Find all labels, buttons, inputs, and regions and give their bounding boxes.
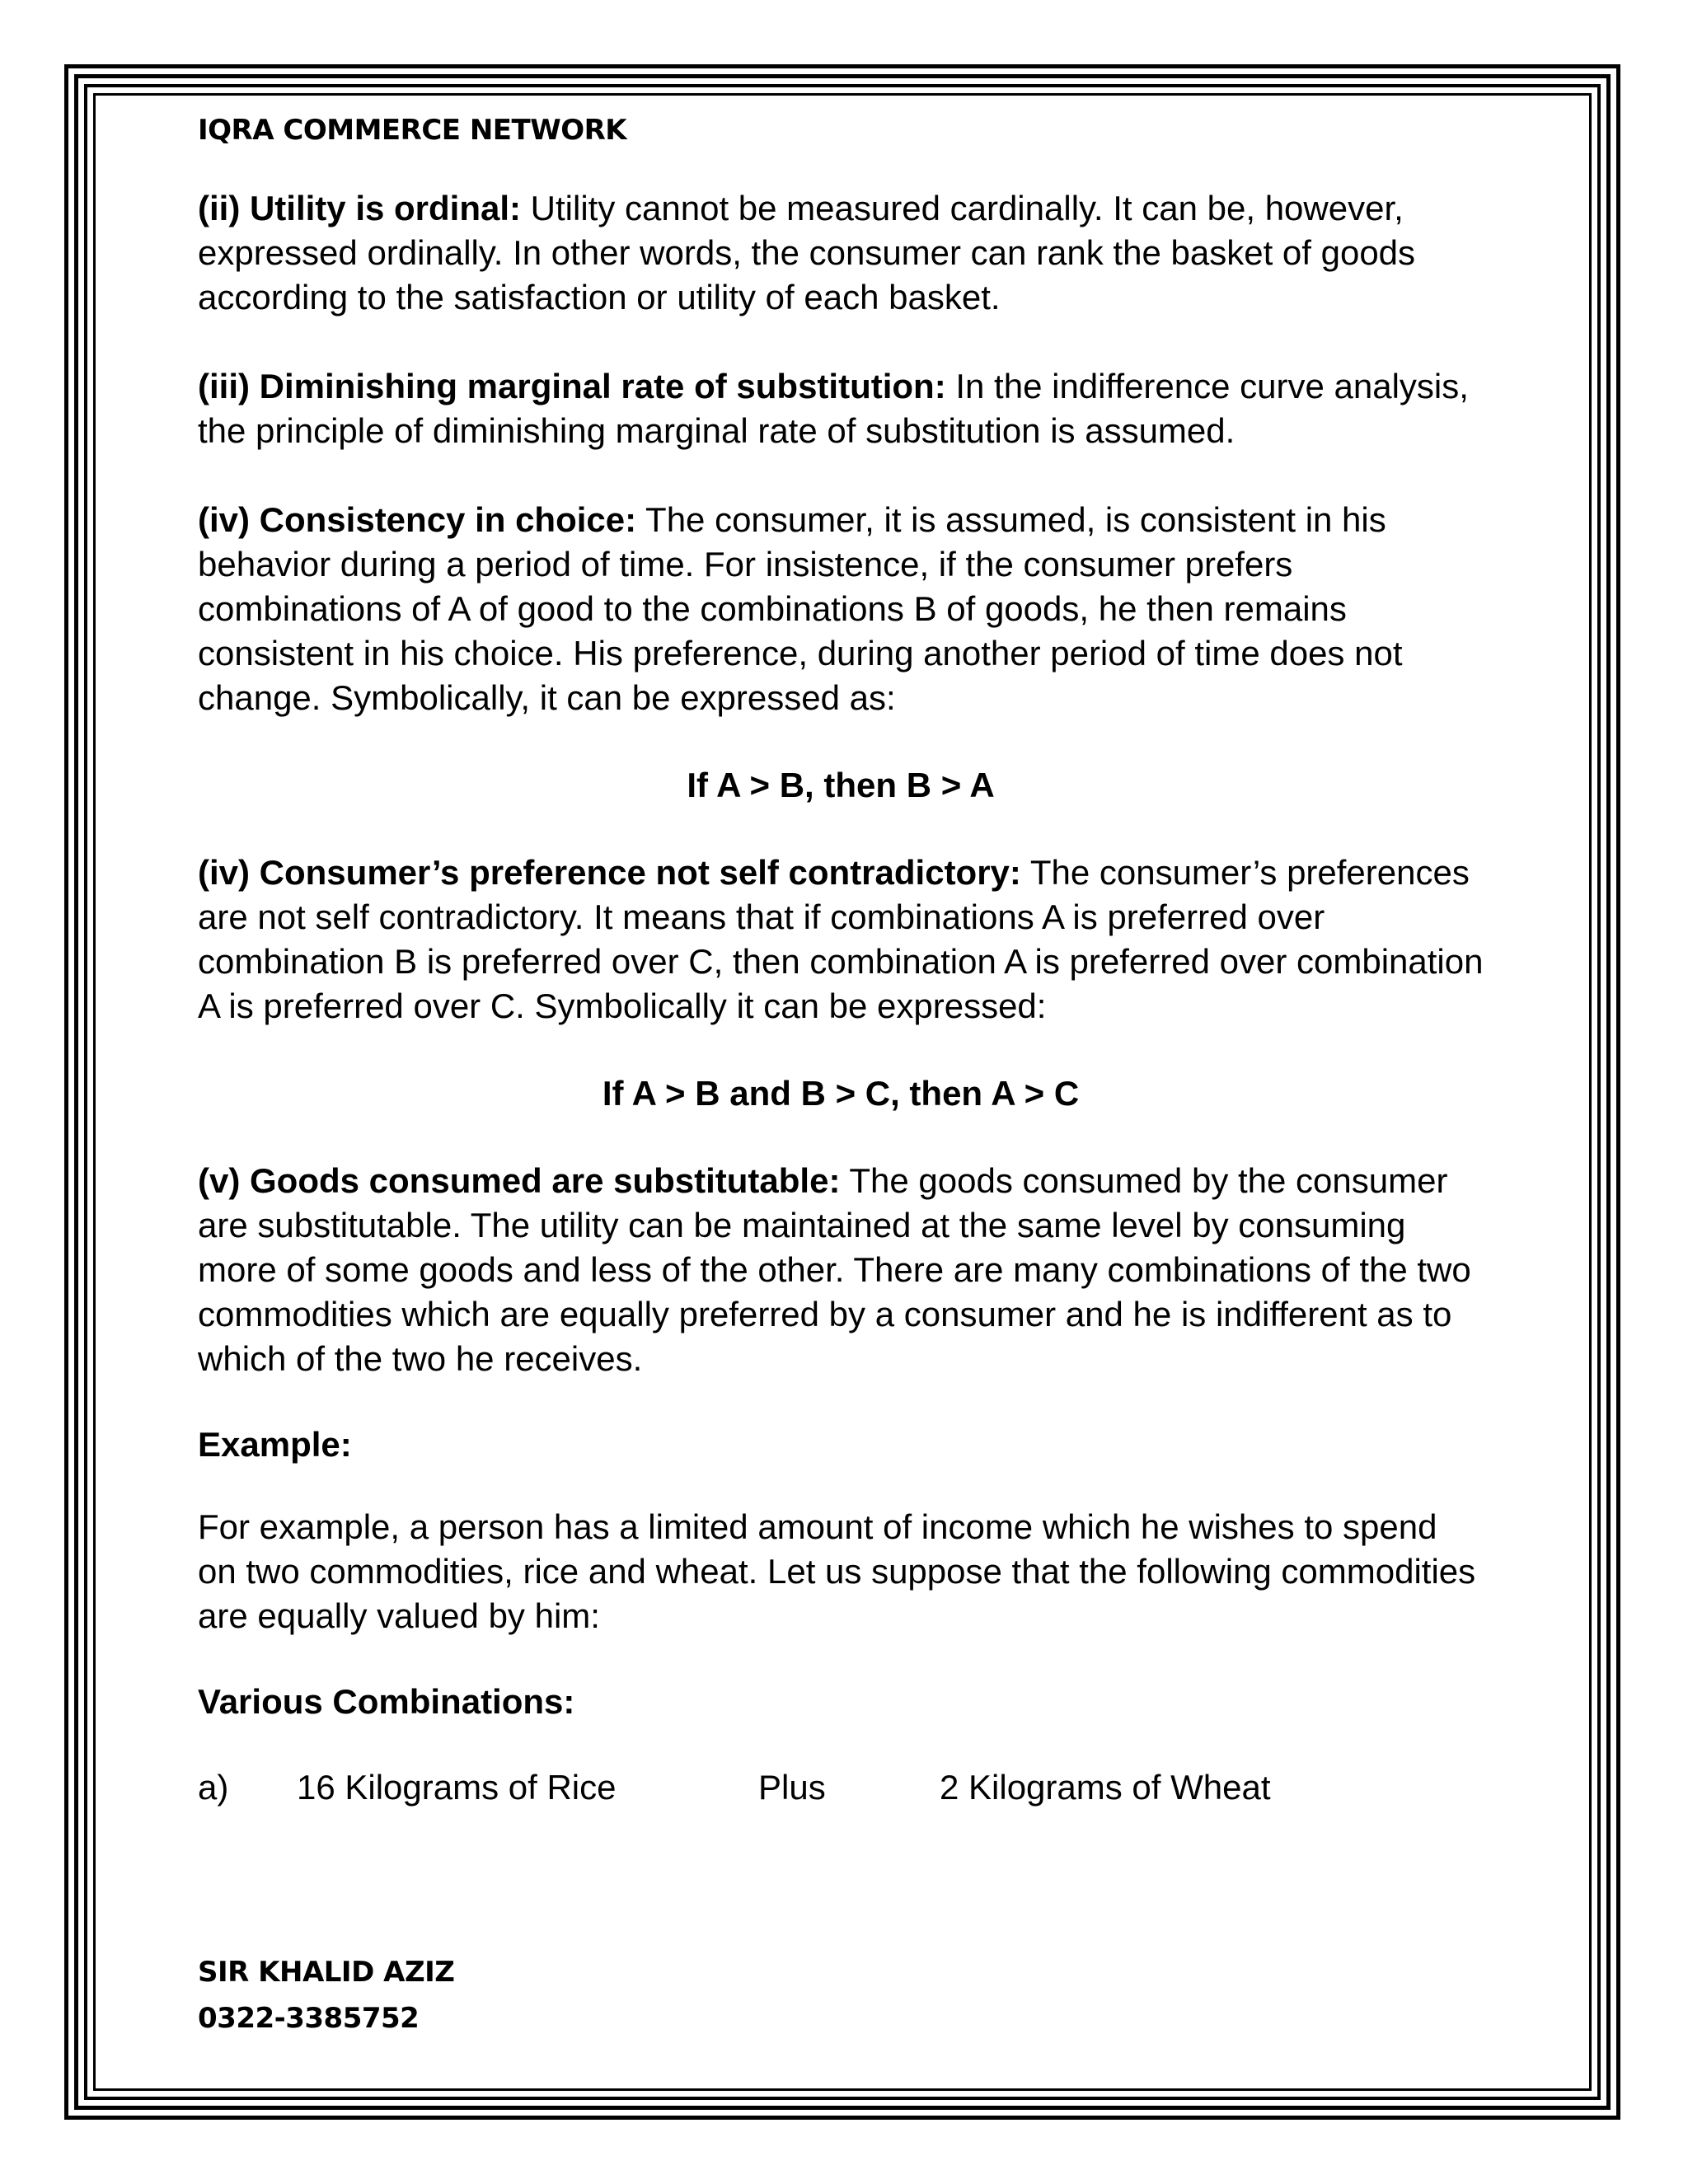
text-not-contradictory: The consumer’s preferences are not self contradictory. It means that if combinations A is preferred over combination B is preferred over C, then combination A is preferred over combination A is preferred over C. Symbolically it can be expressed: xyxy=(198,853,1484,1025)
text-utility-ordinal: Utility cannot be measured cardinally. It can be, however, expressed ordinally. In other words, the consumer can rank the basket of goods according to the satisfaction or utility of each basket. xyxy=(198,189,1416,316)
example-text: For example, a person has a limited amount of income which he wishes to spend on two commodities, rice and wheat. Let us suppose that the following commodities are equally valued by him: xyxy=(198,1507,1476,1635)
paragraph-not-contradictory xyxy=(198,851,1484,1029)
paragraph-substitutable xyxy=(198,1159,1484,1381)
combination-plus: Plus xyxy=(758,1768,826,1807)
paragraph-consistency xyxy=(198,498,1484,720)
paragraph-utility-ordinal xyxy=(198,186,1484,320)
footer-name: SIR KHALID AZIZ xyxy=(198,1956,455,1989)
combination-row xyxy=(198,1765,1484,1810)
combination-rice: 16 Kilograms of Rice xyxy=(297,1768,617,1807)
paragraph-diminishing-mrs xyxy=(198,364,1484,453)
header-title: IQRA COMMERCE NETWORK xyxy=(198,114,627,147)
text-diminishing-mrs: In the indifference curve analysis, the principle of diminishing marginal rate of substitution is assumed. xyxy=(198,367,1469,450)
heading-substitutable: (v) Goods consumed are substitutable: xyxy=(198,1161,841,1200)
example-heading: Example: xyxy=(198,1425,352,1464)
heading-consistency: (iv) Consistency in choice: xyxy=(198,500,637,539)
footer xyxy=(198,1949,454,2041)
heading-utility-ordinal: (ii) Utility is ordinal: xyxy=(198,189,522,227)
combinations-heading: Various Combinations: xyxy=(198,1682,575,1721)
document-body xyxy=(198,101,1484,1810)
text-substitutable: The goods consumed by the consumer are substitutable. The utility can be maintained at the same level by consuming more of some goods and less of the other. There are many combinations of the two commodities which are equally preferred by a consumer and he is indifferent as to which of the two he receives. xyxy=(198,1161,1471,1378)
formula-transitivity: If A > B and B > C, then A > C xyxy=(602,1074,1080,1113)
combination-label: a) xyxy=(198,1768,229,1807)
heading-not-contradictory: (iv) Consumer’s preference not self contradictory: xyxy=(198,853,1021,892)
text-consistency: The consumer, it is assumed, is consistent in his behavior during a period of time. For insistence, if the consumer prefers combinations of A of good to the combinations B of goods, he then remains consistent in his choice. His preference, during another period of time does not change. Symbolically, it can be expressed as: xyxy=(198,500,1403,717)
footer-phone: 0322-3385752 xyxy=(198,2002,420,2035)
combination-wheat: 2 Kilograms of Wheat xyxy=(940,1768,1271,1807)
heading-diminishing-mrs: (iii) Diminishing marginal rate of substitution: xyxy=(198,367,946,405)
formula-consistency: If A > B, then B > A xyxy=(687,766,995,804)
